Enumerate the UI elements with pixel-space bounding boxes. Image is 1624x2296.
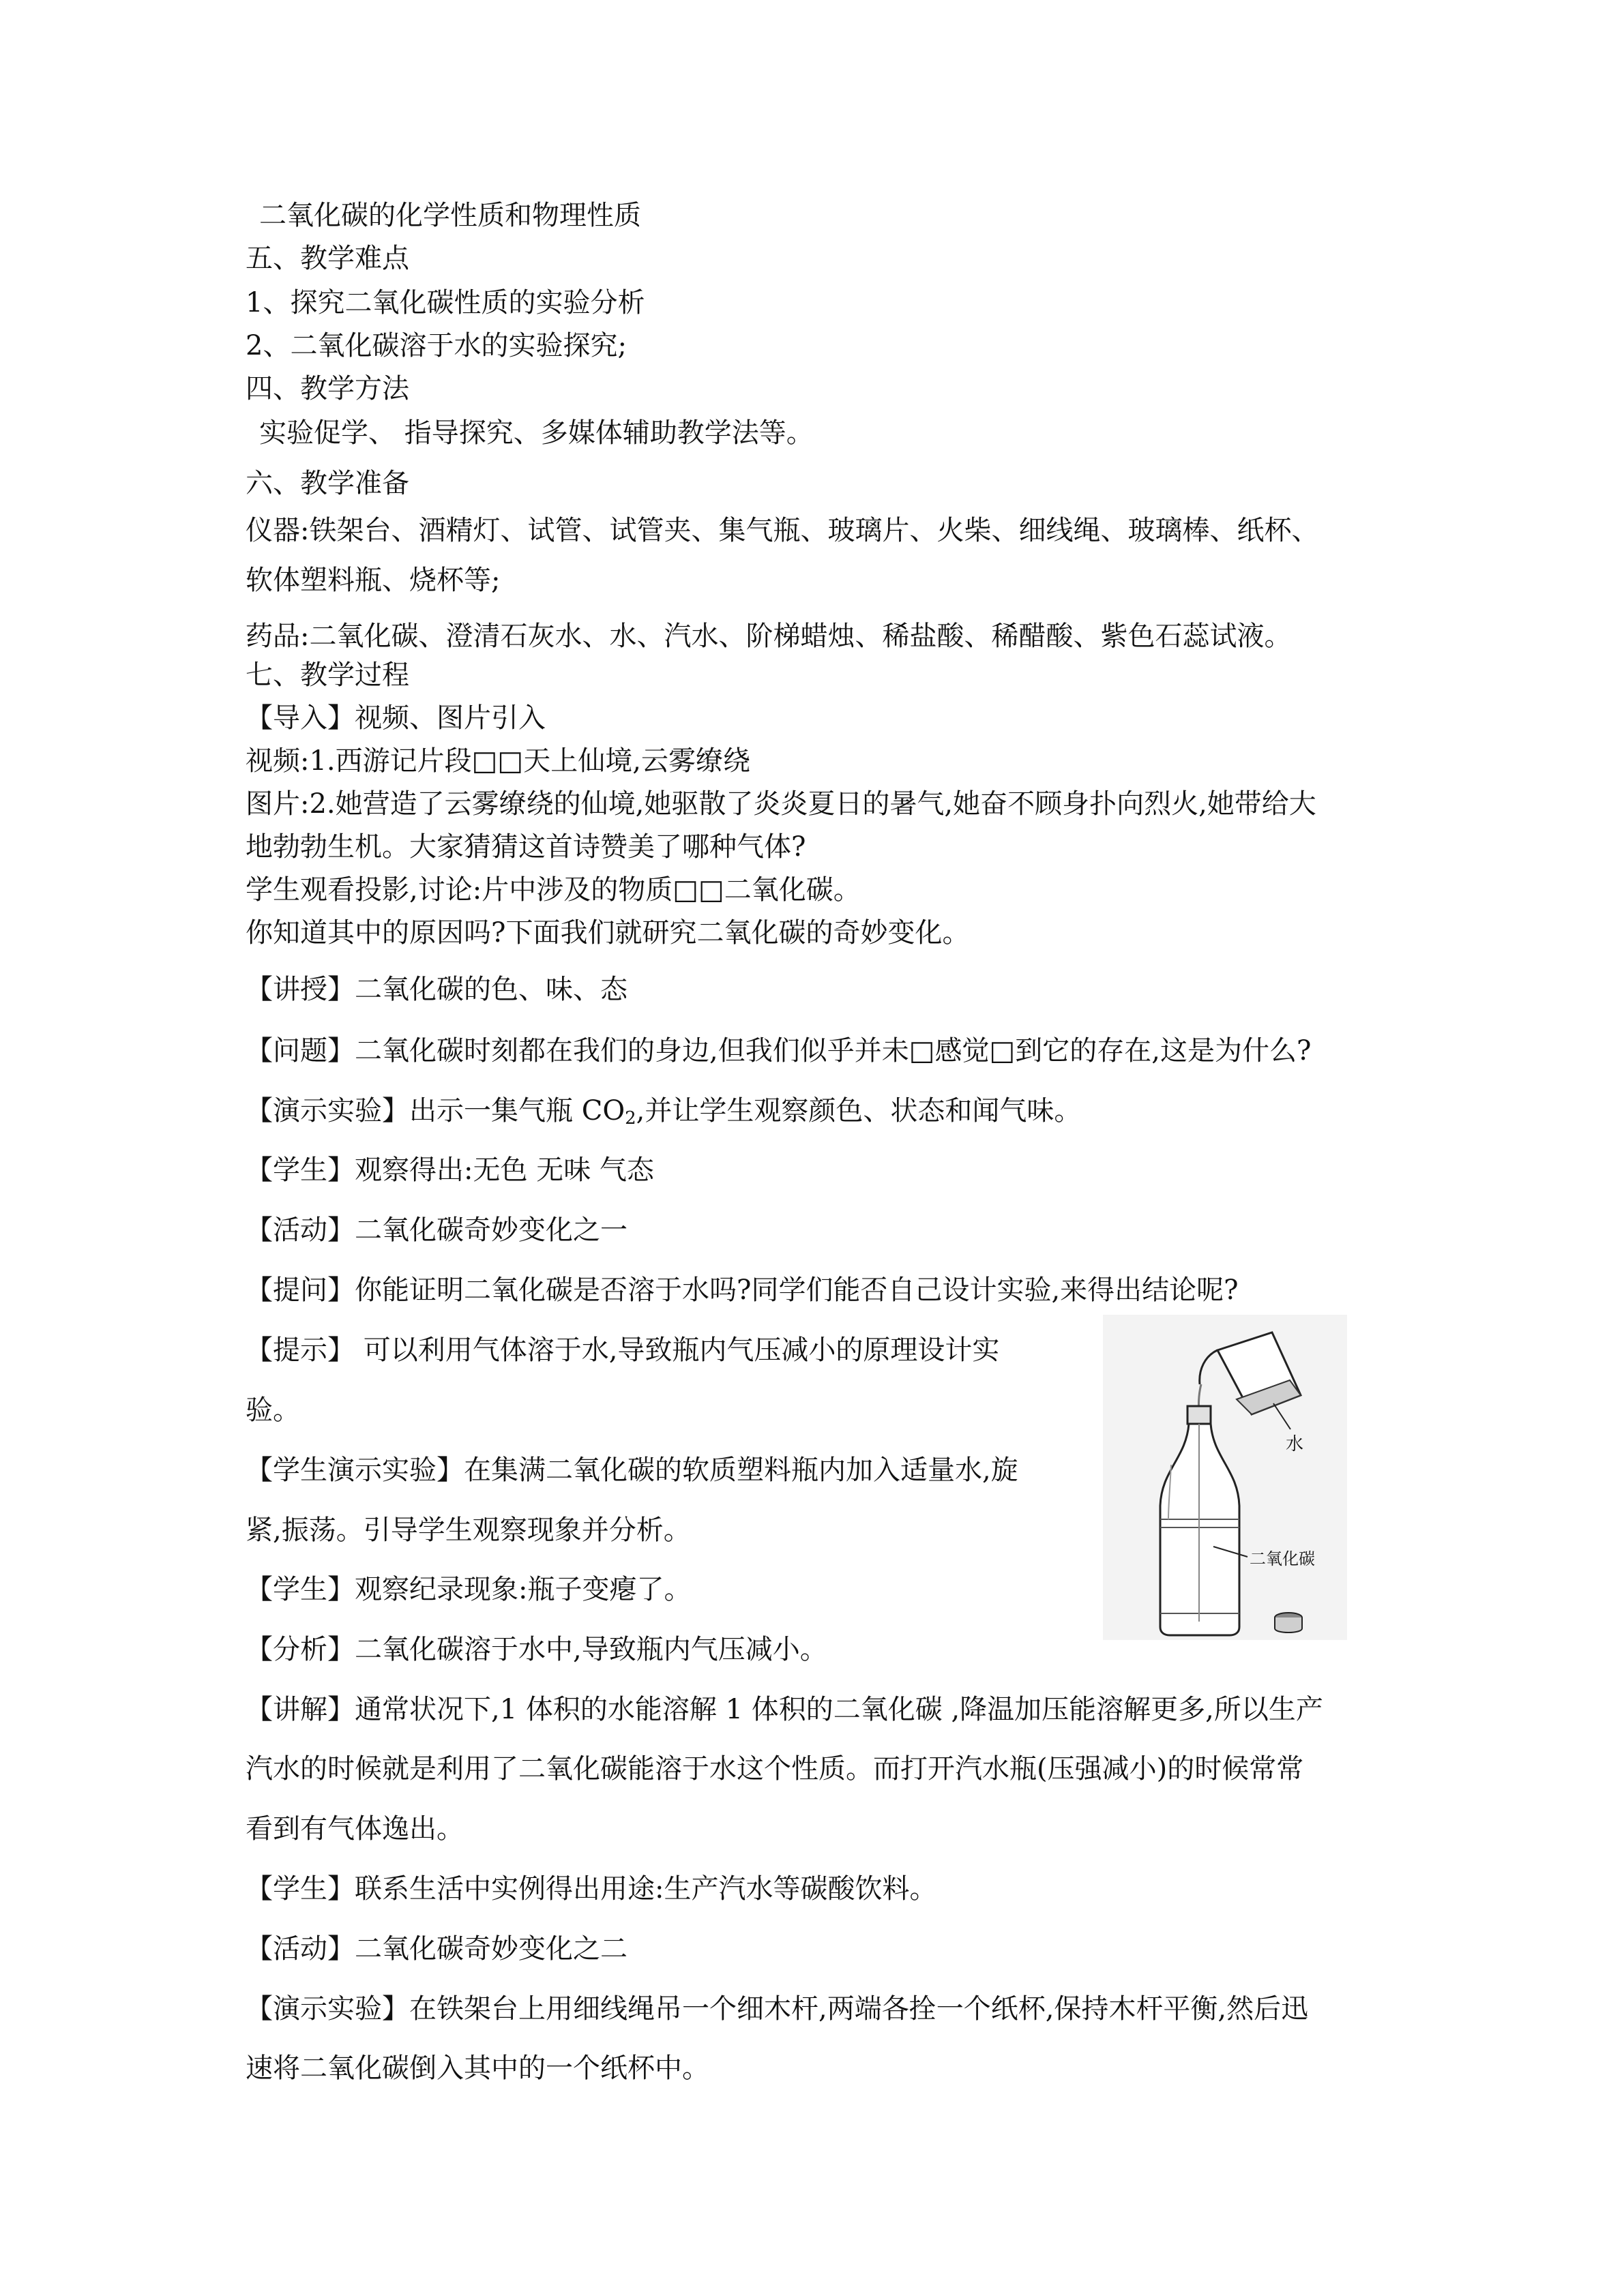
paragraph-line: 图片:2.她营造了云雾缭绕的仙境,她驱散了炎炎夏日的暑气,她奋不顾身扑向烈火,她带给大 (246, 788, 1316, 820)
paragraph-line: 【导入】视频、图片引入 (246, 702, 546, 734)
list-item: 2、二氧化碳溶于水的实验探究; (246, 330, 627, 361)
paragraph-line: 学生观看投影,讨论:片中涉及的物质□□二氧化碳。 (246, 874, 861, 906)
paragraph-line: 【活动】二氧化碳奇妙变化之二 (246, 1933, 628, 1965)
subscript: 2 (625, 1108, 636, 1129)
section-heading: 六、教学准备 (246, 468, 409, 499)
label-co2: 二氧化碳 (1250, 1549, 1315, 1568)
label-water: 水 (1286, 1434, 1304, 1455)
paragraph-line: 视频:1.西游记片段□□天上仙境,云雾缭绕 (246, 745, 750, 777)
paragraph-line: 【问题】二氧化碳时刻都在我们的身边,但我们似乎并未□感觉□到它的存在,这是为什么? (246, 1035, 1312, 1067)
paragraph-line: 【学生】观察得出:无色 无味 气态 (246, 1154, 654, 1186)
paragraph-line: 【学生】联系生活中实例得出用途:生产汽水等碳酸饮料。 (246, 1873, 937, 1905)
experiment-figure (1103, 1315, 1347, 1640)
paragraph-line: 【分析】二氧化碳溶于水中,导致瓶内气压减小。 (246, 1634, 827, 1665)
bottle-cap (1275, 1613, 1302, 1632)
co2-bottle-illustration (1103, 1315, 1347, 1640)
section-heading: 五、教学难点 (246, 243, 409, 274)
paragraph-line (246, 1093, 1081, 1136)
paragraph-line: 看到有气体逸出。 (246, 1813, 464, 1845)
paragraph-line: 速将二氧化碳倒入其中的一个纸杯中。 (246, 2053, 709, 2084)
section-heading: 四、教学方法 (246, 373, 409, 404)
paragraph-line: 仪器:铁架台、酒精灯、试管、试管夹、集气瓶、玻璃片、火柴、细线绳、玻璃棒、纸杯、 (246, 515, 1319, 546)
paragraph-line: 验。 (246, 1395, 300, 1426)
paragraph-line: 【演示实验】在铁架台上用细线绳吊一个细木杆,两端各拴一个纸杯,保持木杆平衡,然后迅 (246, 1993, 1309, 2025)
paragraph-line: 汽水的时候就是利用了二氧化碳能溶于水这个性质。而打开汽水瓶(压强减小)的时候常常 (246, 1753, 1304, 1785)
paragraph-line: 【提示】 可以利用气体溶于水,导致瓶内气压减小的原理设计实 (246, 1335, 1000, 1366)
paragraph-line: 【活动】二氧化碳奇妙变化之一 (246, 1214, 628, 1246)
topic-line: 二氧化碳的化学性质和物理性质 (259, 200, 641, 231)
paragraph-line: 紧,振荡。引导学生观察现象并分析。 (246, 1515, 691, 1546)
section-heading: 七、教学过程 (246, 659, 409, 691)
text-run: 【演示实验】出示一集气瓶 CO (246, 1095, 625, 1127)
list-item: 1、探究二氧化碳性质的实验分析 (246, 287, 645, 318)
paragraph-line: 【学生演示实验】在集满二氧化碳的软质塑料瓶内加入适量水,旋 (246, 1455, 1018, 1486)
paragraph-line: 药品:二氧化碳、澄清石灰水、水、汽水、阶梯蜡烛、稀盐酸、稀醋酸、紫色石蕊试液。 (246, 621, 1292, 652)
paragraph-line: 【讲解】通常状况下,1 体积的水能溶解 1 体积的二氧化碳 ,降温加压能溶解更多,所以生产 (246, 1694, 1323, 1725)
paragraph-line: 软体塑料瓶、烧杯等; (246, 565, 501, 596)
paragraph-line: 实验促学、 指导探究、多媒体辅助教学法等。 (259, 417, 814, 449)
paragraph-line: 【学生】观察纪录现象:瓶子变瘪了。 (246, 1574, 692, 1605)
text-run: ,并让学生观察颜色、状态和闻气味。 (636, 1095, 1082, 1127)
paragraph-line: 地勃勃生机。大家猜猜这首诗赞美了哪种气体? (246, 831, 806, 863)
paragraph-line: 【提问】你能证明二氧化碳是否溶于水吗?同学们能否自己设计实验,来得出结论呢? (246, 1274, 1239, 1306)
paragraph-line: 你知道其中的原因吗?下面我们就研究二氧化碳的奇妙变化。 (246, 917, 970, 949)
paragraph-line: 【讲授】二氧化碳的色、味、态 (246, 974, 628, 1005)
